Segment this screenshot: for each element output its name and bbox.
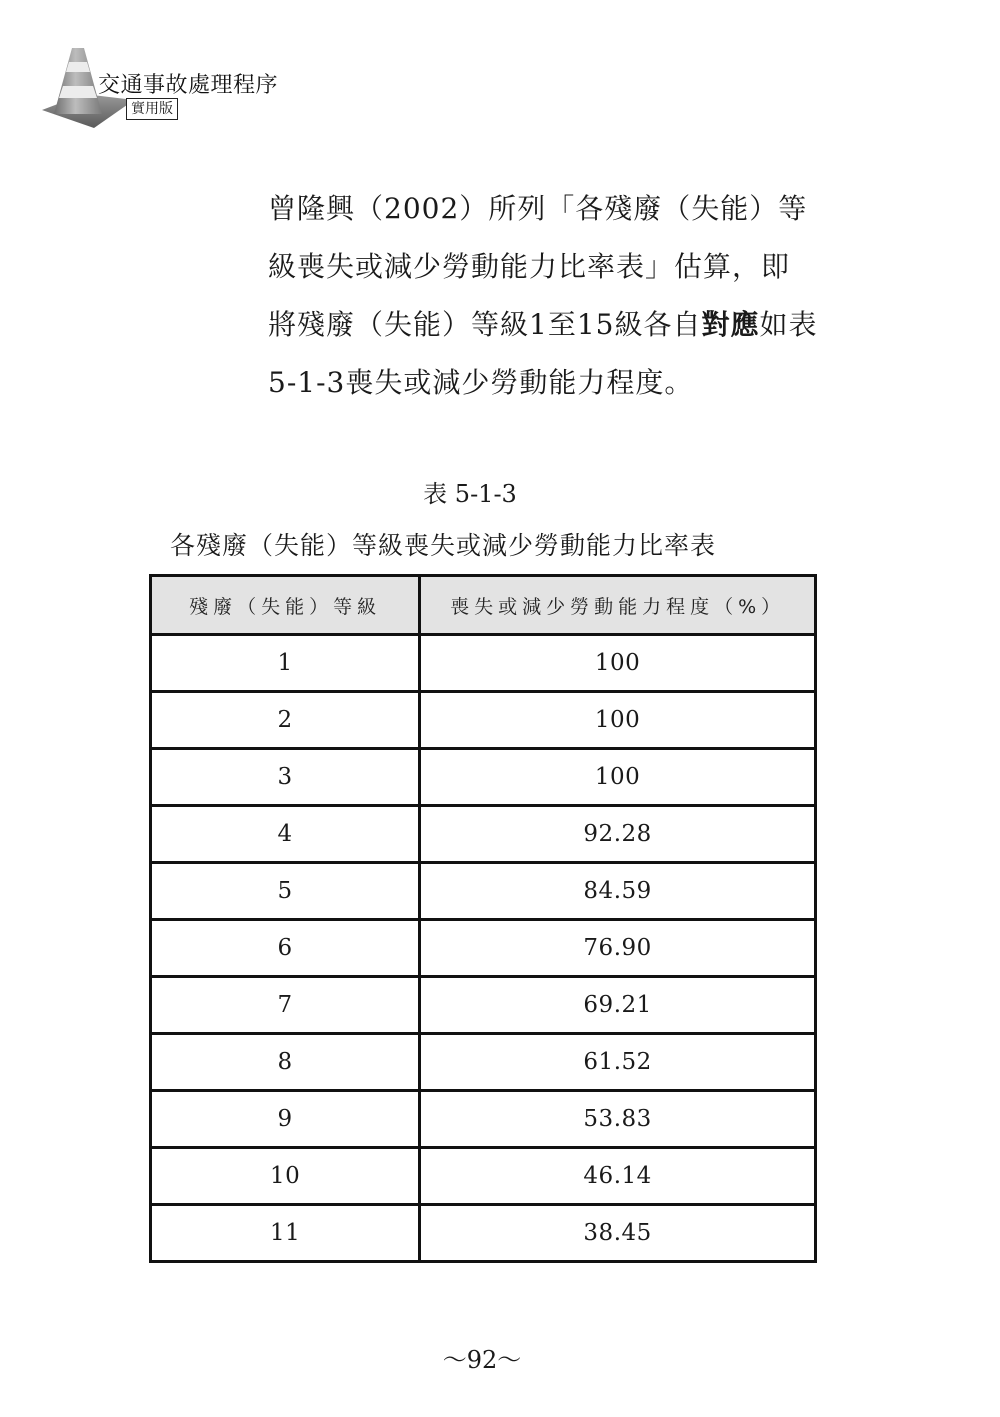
column-header-percentage: 喪失或減少勞動能力程度（%） <box>420 576 816 635</box>
grade-cell: 2 <box>151 692 420 749</box>
body-paragraph <box>268 180 868 412</box>
table-row <box>151 863 816 920</box>
table-row <box>151 1034 816 1091</box>
paragraph-text: 將殘廢（失能）等級1至15級各自 <box>268 308 702 341</box>
percentage-cell: 100 <box>420 749 816 806</box>
grade-cell: 6 <box>151 920 420 977</box>
paragraph-line: 級喪失或減少勞動能力比率表」估算，即 <box>268 250 791 283</box>
grade-cell: 3 <box>151 749 420 806</box>
percentage-cell: 92.28 <box>420 806 816 863</box>
table-row <box>151 1091 816 1148</box>
edition-badge: 實用版 <box>126 98 178 120</box>
header-logo <box>38 48 298 138</box>
table-row <box>151 977 816 1034</box>
percentage-cell: 76.90 <box>420 920 816 977</box>
paragraph-line: 5-1-3喪失或減少勞動能力程度。 <box>268 366 694 399</box>
grade-cell: 4 <box>151 806 420 863</box>
grade-cell: 10 <box>151 1148 420 1205</box>
grade-cell: 5 <box>151 863 420 920</box>
percentage-cell: 61.52 <box>420 1034 816 1091</box>
table-row <box>151 806 816 863</box>
paragraph-line: 曾隆興（2002）所列「各殘廢（失能）等 <box>268 192 808 225</box>
percentage-cell: 100 <box>420 635 816 692</box>
grade-cell: 1 <box>151 635 420 692</box>
percentage-cell: 38.45 <box>420 1205 816 1262</box>
page-number: ～92～ <box>442 1346 522 1374</box>
paragraph-text: 如表 <box>759 308 818 341</box>
percentage-cell: 84.59 <box>420 863 816 920</box>
percentage-cell: 53.83 <box>420 1091 816 1148</box>
disability-rate-table <box>149 574 817 1263</box>
table-row <box>151 749 816 806</box>
percentage-cell: 100 <box>420 692 816 749</box>
table-row <box>151 920 816 977</box>
paragraph-line <box>268 296 868 354</box>
table-row <box>151 692 816 749</box>
table-title: 各殘廢（失能）等級喪失或減少勞動能力比率表 <box>170 531 717 560</box>
percentage-cell: 69.21 <box>420 977 816 1034</box>
table-row <box>151 1148 816 1205</box>
table-number: 表 5-1-3 <box>423 480 517 508</box>
percentage-cell: 46.14 <box>420 1148 816 1205</box>
grade-cell: 8 <box>151 1034 420 1091</box>
bold-emphasis: 對應 <box>701 308 760 341</box>
book-title: 交通事故處理程序 <box>98 73 279 98</box>
table-row <box>151 1205 816 1262</box>
grade-cell: 11 <box>151 1205 420 1262</box>
table-row <box>151 635 816 692</box>
grade-cell: 9 <box>151 1091 420 1148</box>
table-header-row <box>151 576 816 635</box>
grade-cell: 7 <box>151 977 420 1034</box>
column-header-grade: 殘廢（失能）等級 <box>151 576 420 635</box>
